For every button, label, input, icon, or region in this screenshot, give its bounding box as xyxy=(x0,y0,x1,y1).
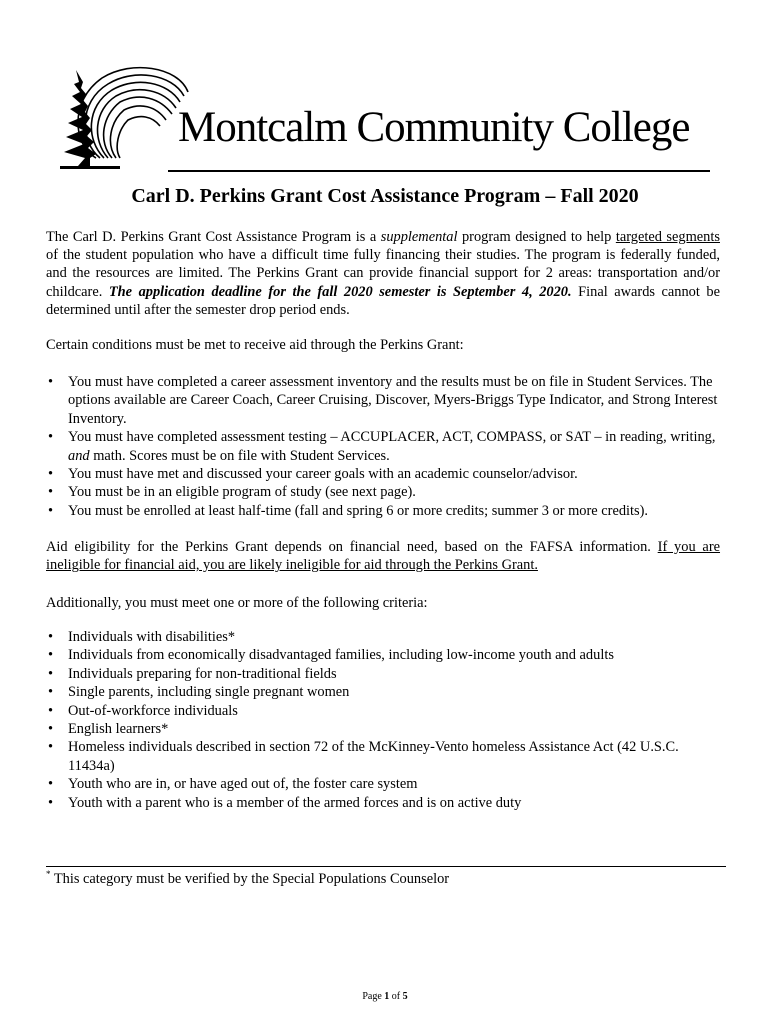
eligibility-text: Aid eligibility for the Perkins Grant depends on financial need, based on the FAFSA information. xyxy=(46,539,658,555)
list-item-text: Youth with a parent who is a member of the armed forces and is on active duty xyxy=(68,794,522,811)
list-item xyxy=(46,373,720,428)
list-item-text: You must have completed assessment testing – ACCUPLACER, ACT, COMPASS, or SAT – in reading, writing, xyxy=(68,429,716,446)
page-current: 1 xyxy=(384,991,390,1002)
criteria-intro: Additionally, you must meet one or more of the following criteria: xyxy=(46,595,428,611)
intro-text: Final awards cannot be determined until after the semester drop period ends. xyxy=(46,283,720,318)
page-label: Page xyxy=(362,991,385,1002)
intro-paragraph xyxy=(46,228,720,319)
application-deadline: The application deadline for the fall 2020 semester is September 4, 2020. xyxy=(108,283,572,300)
list-item xyxy=(46,465,720,483)
list-item-text: Individuals preparing for non-traditional fields xyxy=(68,665,337,682)
college-name: Montcalm Community College xyxy=(178,104,690,151)
list-item-italic: and xyxy=(68,447,90,464)
list-item-text: You must have completed a career assessment inventory and the results must be on file in Student Services. The options available are Career Coach, Career Cruising, Discover, Myers-Briggs Type Indicator, and Strong Interest Inventory. xyxy=(68,374,718,427)
tree-logo-icon xyxy=(60,62,190,174)
eligibility-underlined: If you are ineligible for financial aid, you are likely ineligible for aid through the Perkins Grant. xyxy=(46,539,721,574)
list-item-text: math. Scores must be on file with Student Services. xyxy=(89,447,390,464)
footnote-mark: * xyxy=(46,869,51,880)
list-item-text: You must have met and discussed your career goals with an academic counselor/advisor. xyxy=(68,466,578,483)
page-title: Carl D. Perkins Grant Cost Assistance Program – Fall 2020 xyxy=(131,185,639,207)
list-item-text: Homeless individuals described in section 72 of the McKinney-Vento homeless Assistance Act (42 U.S.C. 11434a) xyxy=(68,739,679,774)
eligibility-paragraph xyxy=(46,538,720,574)
conditions-list xyxy=(46,373,720,520)
list-item xyxy=(46,738,720,775)
page-total: 5 xyxy=(402,991,408,1002)
list-item xyxy=(46,502,720,520)
list-item-text: Individuals with disabilities* xyxy=(68,629,236,645)
list-item xyxy=(46,775,720,793)
list-item xyxy=(46,702,720,720)
footnote xyxy=(46,870,449,888)
intro-underlined-phrase: targeted segments xyxy=(615,229,720,245)
list-item xyxy=(46,628,720,646)
criteria-list xyxy=(46,628,720,812)
college-logo xyxy=(60,62,720,180)
page-number xyxy=(0,991,770,1002)
intro-italic-word: supplemental xyxy=(380,229,458,245)
list-item xyxy=(46,683,720,701)
footnote-separator xyxy=(46,866,726,867)
list-item-text: Youth who are in, or have aged out of, the foster care system xyxy=(68,776,418,793)
intro-text: of the student population who have a difficult time fully financing their studies. The program is federally funded, and the resources are limited. The Perkins Grant can provide financial support for 2 areas: transportation and/or childcare. xyxy=(46,247,720,300)
list-item-text: Out-of-workforce individuals xyxy=(68,702,238,719)
list-item-text: English learners* xyxy=(68,721,169,738)
list-item-text: You must be in an eligible program of study (see next page). xyxy=(68,484,416,501)
list-item-text: Single parents, including single pregnant women xyxy=(68,684,350,701)
list-item xyxy=(46,720,720,738)
list-item xyxy=(46,428,720,465)
intro-text: The Carl D. Perkins Grant Cost Assistance Program is a xyxy=(46,229,381,245)
page-of: of xyxy=(389,991,403,1002)
intro-text: program designed to help xyxy=(457,229,616,245)
list-item xyxy=(46,665,720,683)
list-item-text: You must be enrolled at least half-time (fall and spring 6 or more credits; summer 3 or more credits). xyxy=(68,502,649,519)
conditions-intro: Certain conditions must be met to receive aid through the Perkins Grant: xyxy=(46,337,464,353)
logo-underline xyxy=(168,170,710,172)
list-item xyxy=(46,483,720,501)
list-item xyxy=(46,794,720,812)
list-item-text: Individuals from economically disadvantaged families, including low-income youth and adults xyxy=(68,647,614,664)
list-item xyxy=(46,646,720,664)
footnote-text: This category must be verified by the Special Populations Counselor xyxy=(50,871,450,887)
